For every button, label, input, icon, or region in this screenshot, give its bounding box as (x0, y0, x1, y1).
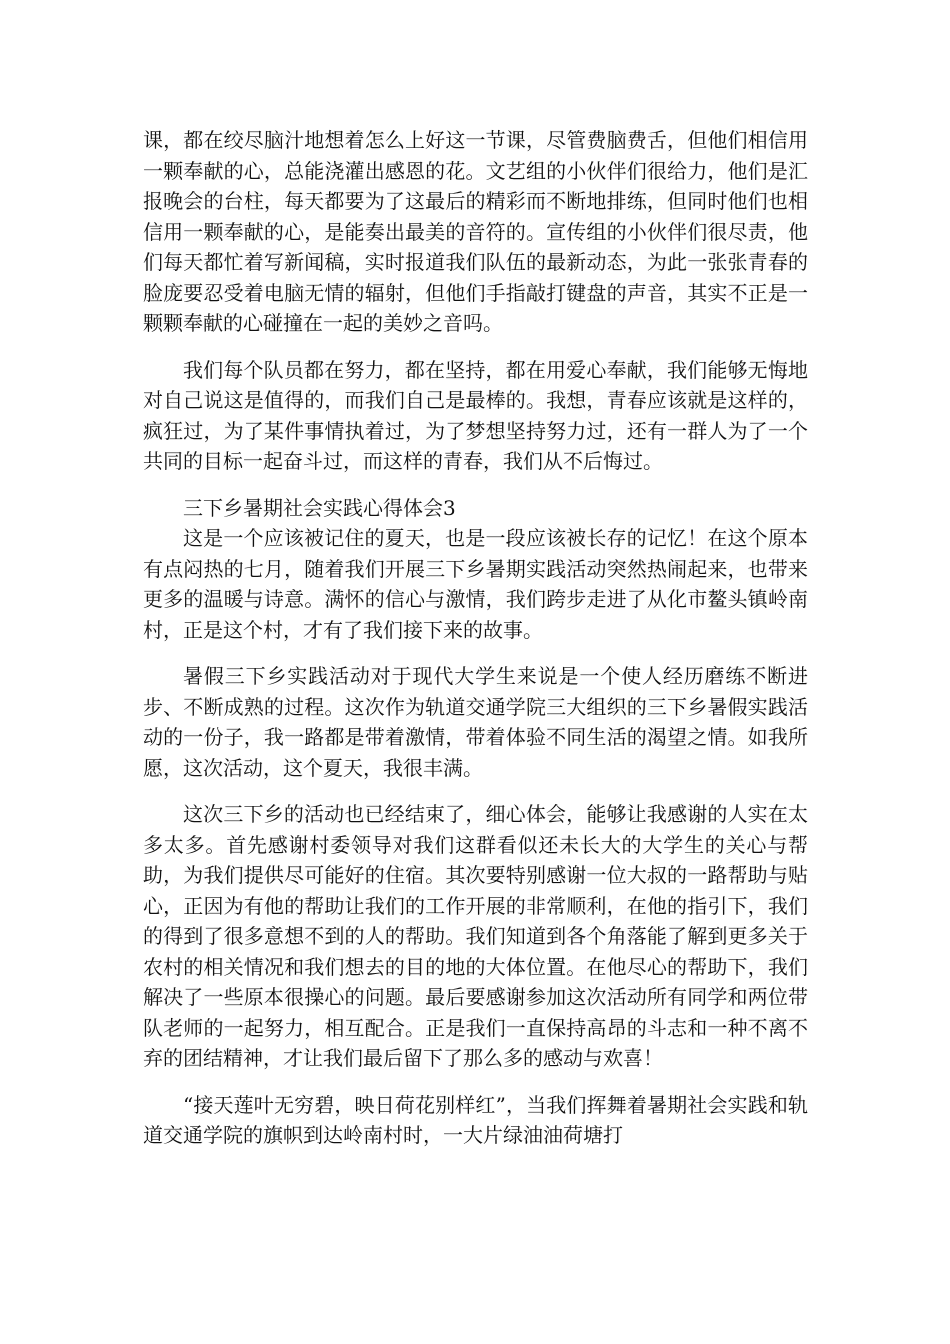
paragraph-continuation: 课，都在绞尽脑汁地想着怎么上好这一节课，尽管费脑费舌，但他们相信用一颗奉献的心，总能浇灌出感恩的花。文艺组的小伙伴们很给力，他们是汇报晚会的台柱，每天都要为了这最后的精彩而不断地排练，但同时他们也相信用一颗奉献的心，是能奏出最美的音符的。宣传组的小伙伴们很尽责，他们每天都忙着写新闻稿，实时报道我们队伍的最新动态，为此一张张青春的脸庞要忍受着电脑无情的辐射，但他们手指敲打键盘的声音，其实不正是一颗颗奉献的心碰撞在一起的美妙之音吗。 (143, 128, 808, 335)
document-body (143, 125, 808, 1151)
paragraph: 暑假三下乡实践活动对于现代大学生来说是一个使人经历磨练不断进步、不断成熟的过程。这次作为轨道交通学院三大组织的三下乡暑假实践活动的一份子，我一路都是带着激情，带着体验不同生活的渴望之情。如我所愿，这次活动，这个夏天，我很丰满。 (143, 664, 808, 780)
paragraph: 这是一个应该被记住的夏天，也是一段应该被长存的记忆！在这个原本有点闷热的七月，随着我们开展三下乡暑期实践活动突然热闹起来，也带来更多的温暖与诗意。满怀的信心与激情，我们跨步走进了从化市鳌头镇岭南村，正是这个村，才有了我们接下来的故事。 (143, 526, 808, 642)
paragraph: 我们每个队员都在努力，都在坚持，都在用爱心奉献，我们能够无悔地对自己说这是值得的，而我们自己是最棒的。我想，青春应该就是这样的，疯狂过，为了某件事情执着过，为了梦想坚持努力过，还有一群人为了一个共同的目标一起奋斗过，而这样的青春，我们从不后悔过。 (143, 357, 808, 473)
paragraph: 这次三下乡的活动也已经结束了，细心体会，能够让我感谢的人实在太多太多。首先感谢村委领导对我们这群看似还未长大的大学生的关心与帮助，为我们提供尽可能好的住宿。其次要特别感谢一位大叔的一路帮助与贴心，正因为有他的帮助让我们的工作开展的非常顺利，在他的指引下，我们的得到了很多意想不到的人的帮助。我们知道到各个角落能了解到更多关于农村的相关情况和我们想去的目的地的大体位置。在他尽心的帮助下，我们解决了一些原本很操心的问题。最后要感谢参加这次活动所有同学和两位带队老师的一起努力，相互配合。正是我们一直保持高昂的斗志和一种不离不弃的团结精神，才让我们最后留下了那么多的感动与欢喜！ (143, 802, 808, 1070)
section-heading: 三下乡暑期社会实践心得体会3 (183, 495, 456, 520)
paragraph: “接天莲叶无穷碧，映日荷花别样红”，当我们挥舞着暑期社会实践和轨道交通学院的旗帜到达岭南村时，一大片绿油油荷塘打 (143, 1092, 808, 1147)
